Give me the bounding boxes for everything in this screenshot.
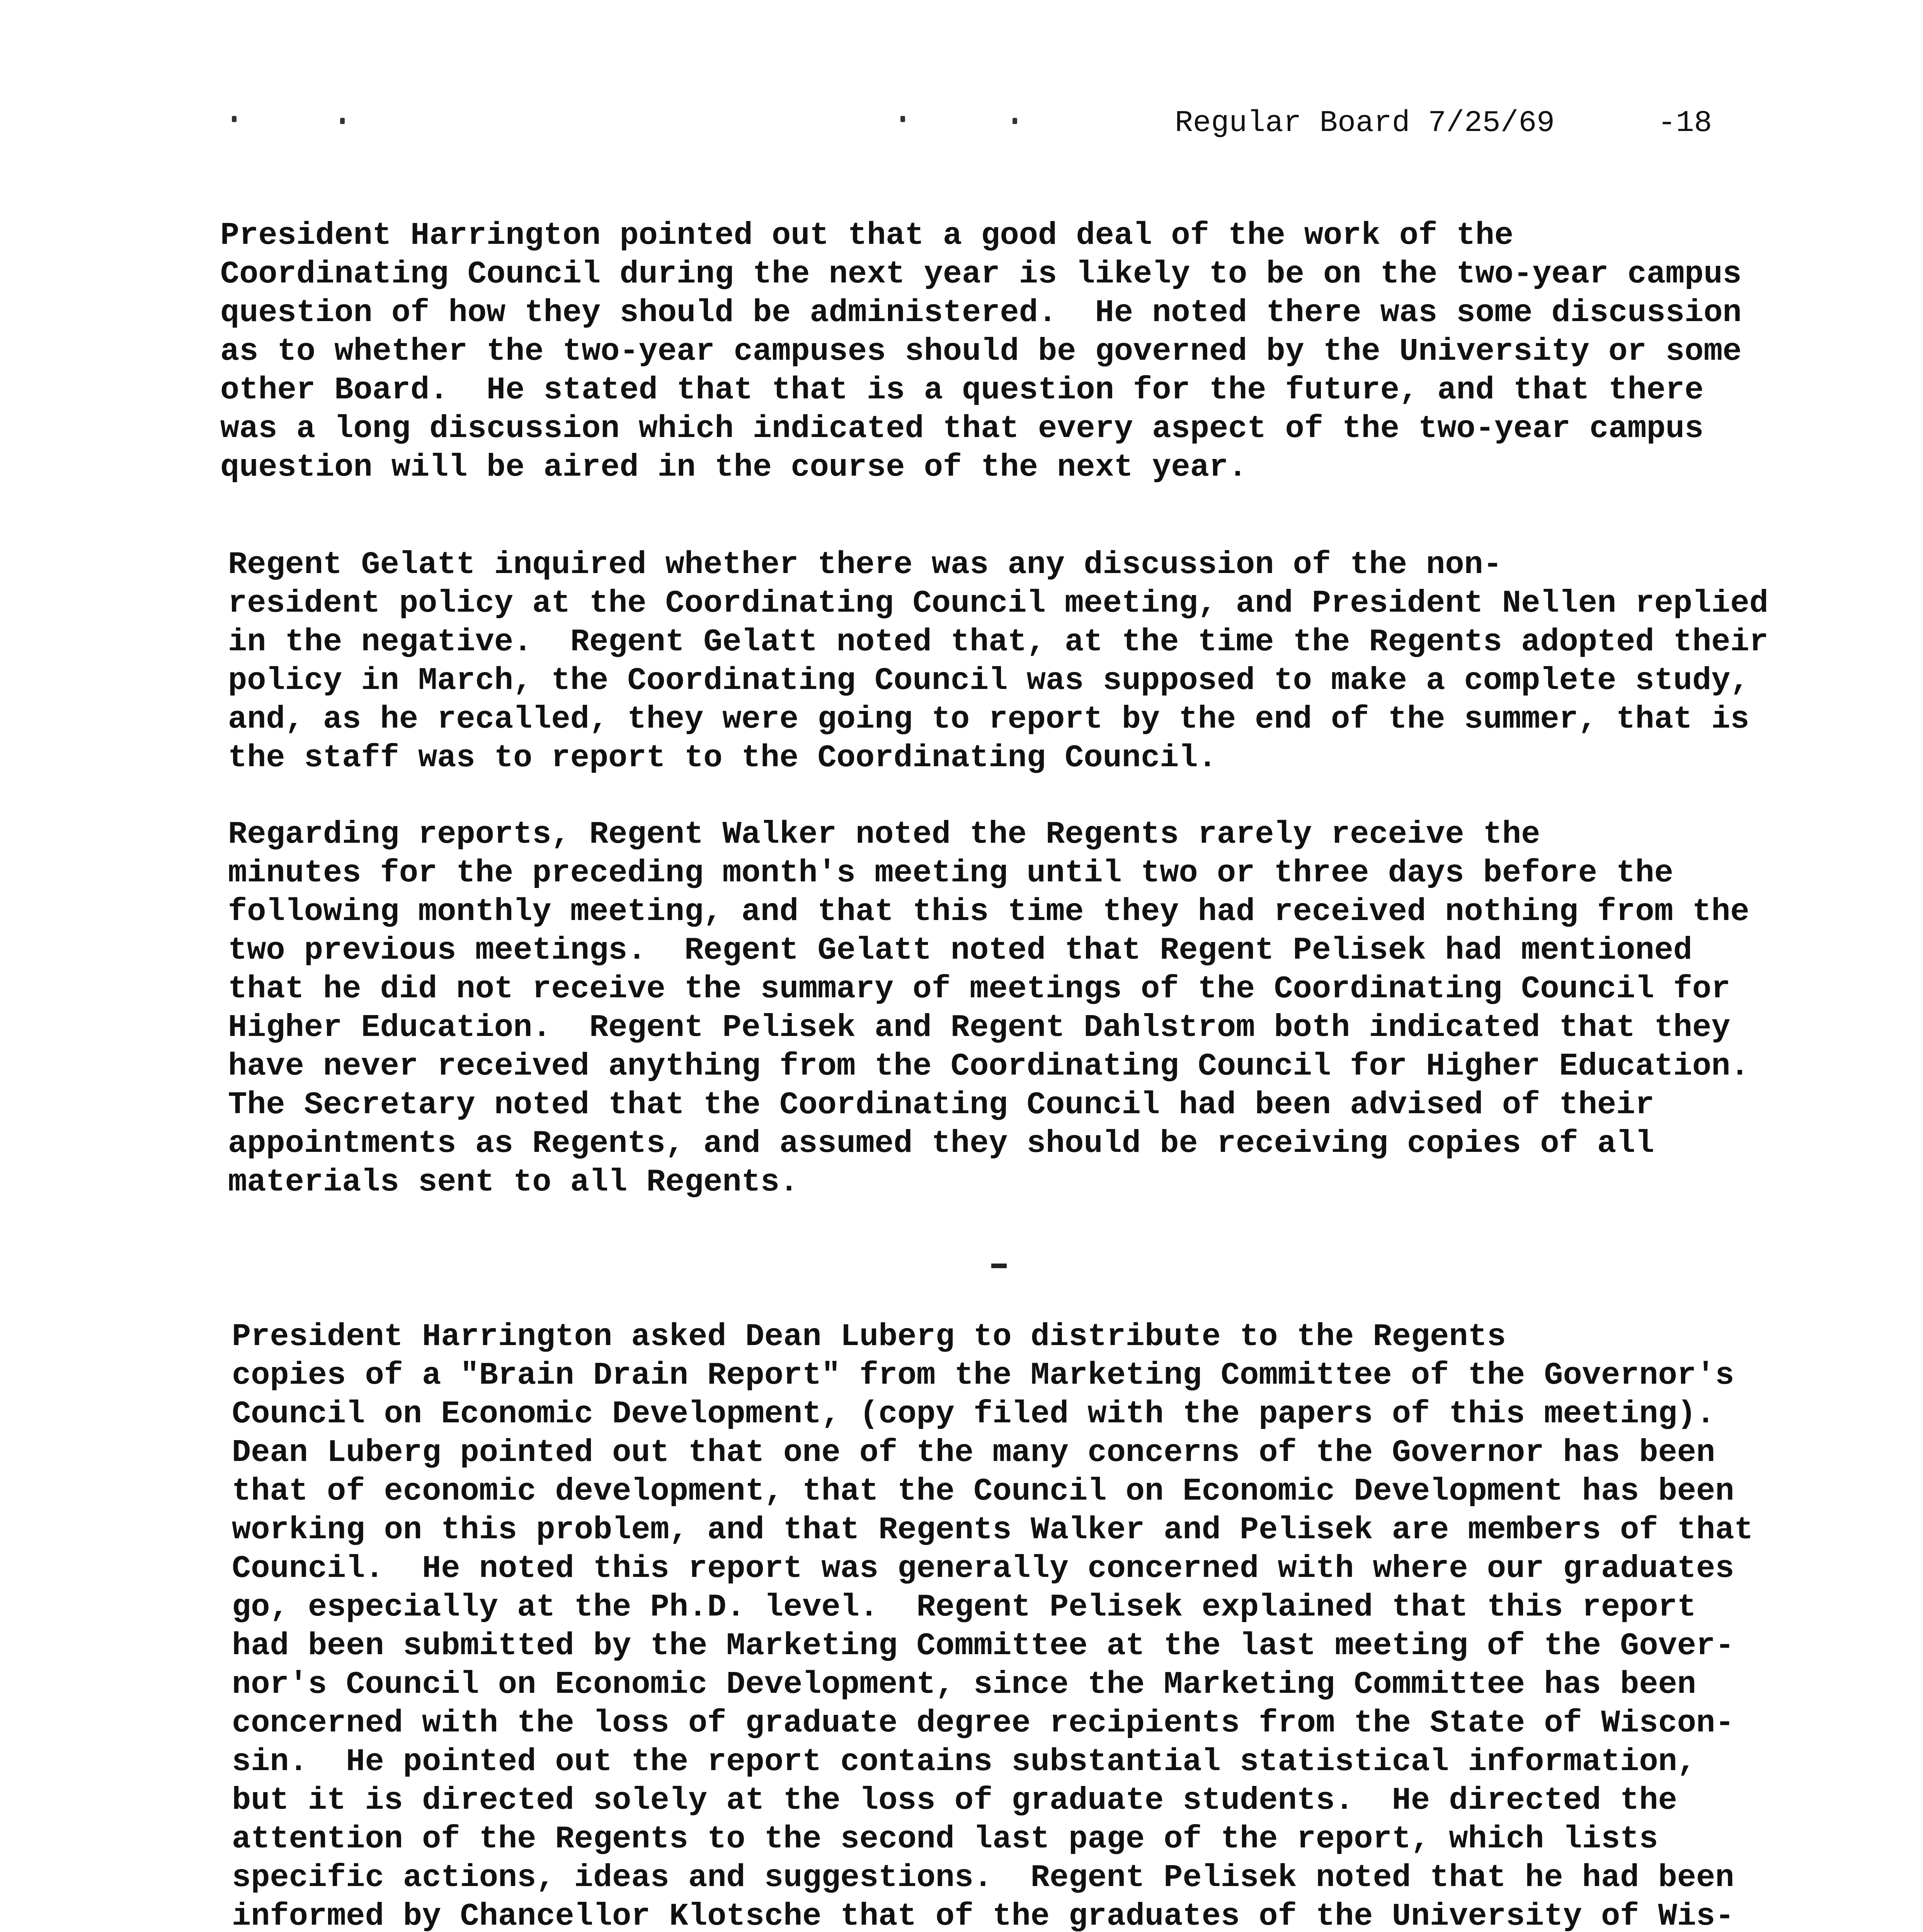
scan-speck bbox=[1013, 118, 1017, 124]
header-title: Regular Board 7/25/69 bbox=[1175, 106, 1555, 140]
paragraph-two-year-campus: President Harrington pointed out that a good deal of the work of the Coordinating Council during the next year is likely to be on the two-year campus question of how they should be administered. He noted there was some discussion as to whether the two-year campuses should be governed by the University or some other Board. He stated that that is a question for the future, and that there was a long discussion which indicated that every aspect of the two-year campus question will be aired in the course of the next year. bbox=[220, 218, 1742, 485]
scan-speck bbox=[900, 116, 905, 122]
section-dash-mark bbox=[991, 1264, 1007, 1268]
paragraph-reports-minutes: Regarding reports, Regent Walker noted the Regents rarely receive the minutes for the preceding month's meeting until two or three days before the following monthly meeting, and that this time they had received nothing from the two previous meetings. Regent Gelatt noted that Regent Pelisek had mentioned that he did not receive the summary of meetings of the Coordinating Council for Higher Education. Regent Pelisek and Regent Dahlstrom both indicated that they have never received anything from the Coordinating Council for Higher Education. The Secretary noted that the Coordinating Council had been advised of their appointments as Regents, and assumed they should be receiving copies of all materials sent to all Regents. bbox=[228, 816, 1749, 1200]
header-page-ref: -18 bbox=[1658, 106, 1712, 140]
paragraph-brain-drain-report: President Harrington asked Dean Luberg to distribute to the Regents copies of a "Brain Drain Report" from the Marketing Committee of the Governor's Council on Economic Development, (copy filed with the papers of this meeting). Dean Luberg pointed out that one of the many concerns of the Governor has been that of economic development, that the Council on Economic Development has been working on this problem, and that Regents Walker and Pelisek are members of that Council. He noted this report was generally concerned with where our graduates go, especially at the Ph.D. level. Regent Pelisek explained that this report had been submitted by the Marketing Committee at the last meeting of the Gover- nor's Council on Economic Development, since the Marketing Committee has been concerned with the loss of graduate degree recipients from the State of Wiscon- sin. He pointed out the report contains substantial statistical information, but it is directed solely at the loss of graduate students. He directed the attention of the Regents to the second last page of the report, which lists specific actions, ideas and suggestions. Regent Pelisek noted that he had been informed by Chancellor Klotsche that of the graduates of the University of Wis- bbox=[232, 1319, 1753, 1932]
paragraph-nonresident-policy: Regent Gelatt inquired whether there was any discussion of the non- resident policy at the Coordinating Council meeting, and President Nellen replied in the negative. Regent Gelatt noted that, at the time the Regents adopted their policy in March, the Coordinating Council was supposed to make a complete study, and, as he recalled, they were going to report by the end of the summer, that is the staff was to report to the Coordinating Council. bbox=[228, 547, 1768, 776]
scan-speck bbox=[340, 118, 345, 124]
scan-speck bbox=[232, 116, 237, 122]
page-header bbox=[1175, 108, 1712, 138]
